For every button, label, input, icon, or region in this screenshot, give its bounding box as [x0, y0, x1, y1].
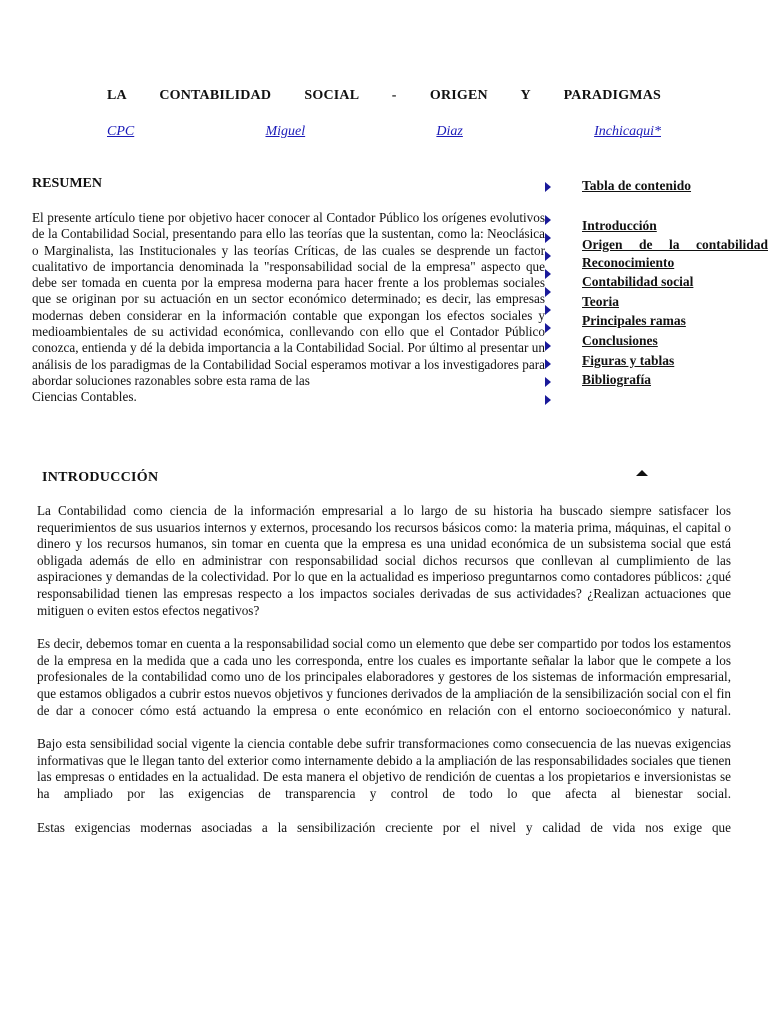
author-line	[107, 124, 661, 140]
triangle-right-icon	[545, 359, 551, 369]
toc-item-teoria[interactable]: Teoria	[582, 293, 619, 309]
resumen-heading: RESUMEN	[32, 176, 103, 191]
resumen-paragraph: El presente artículo tiene por objetivo hacer conocer al Contador Público los orígenes evolutivos de la Contabilidad Social, presentando para ello las teorías que la sustentan, como la: Neoclásica o Marginalista, las Institucionales y las teorías Críticas, de las cuales se desprende un factor cualitativo de importancia denominada la "responsabilidad social de la empresa" aspecto que debe ser tomada en cuenta por la empresa moderna para hacer frente a los problemas sociales que se originan por su actuación en un sector económico determinado; es decir, las empresas modernas deben considerar en la información contable que expongan los efectos sociales y medioambientales de su actividad económica, conllevando con ello que el Contador Público conozca, entienda y dé la debida importancia a la Contabilidad Social. Por último al presentar un análisis de los paradigmas de la Contabilidad Social esperamos motivar a los investigadores para abordar soluciones razonables sobre esta rama de las	[32, 210, 545, 388]
toc-item-contabilidad-social[interactable]: Contabilidad social	[582, 274, 694, 290]
introduccion-body	[37, 503, 731, 853]
triangle-right-icon	[545, 269, 551, 279]
resumen-text	[32, 210, 545, 406]
introduccion-paragraph: Es decir, debemos tomar en cuenta a la responsabilidad social como un elemento que debe ser compartido por todos los estamentos de la empresa en la medida que a cada uno les corresponda, entre los cuales es importante señalar la labor que le compete a los profesionales de la contabilidad como uno de los principales elaboradores y gestores de los sistemas de información empresarial, que estamos obligados a cubrir estos nuevos objetivos y funciones derivados de la ampliación de la sensibilización social con el fin de dar a conocer cómo está actuando la empresa o ente económico en relación con el entorno socioeconómico y natural.	[37, 636, 731, 718]
toc-title-link[interactable]: Tabla de contenido	[582, 178, 692, 193]
toc-item-principales-ramas[interactable]: Principales ramas	[582, 313, 686, 329]
author-last-name[interactable]: Diaz	[436, 124, 463, 139]
introduccion-paragraph: La Contabilidad como ciencia de la información empresarial a lo largo de su historia ha buscado siempre satisfacer los requerimientos de sus usuarios internos y externos, procesando los recursos básicos como: la materia prima, máquinas, el capital o dinero y los recursos humanos, sin tomar en cuenta que la empresa es una unidad económica de un subsistema social que está obligada además de ello en administrar con responsabilidad social dichos recursos que conllevan al cumplimiento de las aspiraciones y demandas de la colectividad. Por lo que en la actualidad es imperioso preguntarnos como contadores públicos: ¿qué responsabilidad tienen las empresas respecto a los impactos sociales derivadas de sus actividades? ¿Realizan actuaciones que mitiguen o eviten estos efectos negativos?	[37, 503, 731, 618]
triangle-right-icon	[545, 251, 551, 261]
triangle-right-icon	[545, 341, 551, 351]
toc-item-reconocimiento[interactable]: Reconocimiento	[582, 254, 675, 270]
introduccion-paragraph: Bajo esta sensibilidad social vigente la ciencia contable debe sufrir transformaciones como consecuencia de las nuevas exigencias informativas que le llegan tanto del exterior como internamente debido a la ampliación de las responsabilidades sociales que tienen las empresas o entidades en la actualidad. De esta manera el objetivo de rendición de cuentas a los propietarios e inversionistas se ha ampliado por las exigencias de transparencia y control de todo lo que afecta al bienestar social.	[37, 736, 731, 801]
triangle-right-icon	[545, 215, 551, 225]
toc-item-introduccion[interactable]: Introducción	[582, 218, 657, 233]
triangle-right-icon	[545, 323, 551, 333]
author-prefix[interactable]: CPC	[107, 124, 135, 139]
introduccion-paragraph: Estas exigencias modernas asociadas a la sensibilización creciente por el nivel y calidad de vida nos exige que	[37, 819, 731, 835]
triangle-right-icon	[545, 233, 551, 243]
resumen-paragraph-tail: Ciencias Contables.	[32, 389, 137, 405]
triangle-right-icon	[545, 287, 551, 297]
author-second-last-name[interactable]: Inchicaqui*	[594, 124, 661, 139]
author-first-name[interactable]: Miguel	[265, 124, 306, 139]
document-title: LA CONTABILIDAD SOCIAL - ORIGEN Y PARADIGMAS	[107, 88, 661, 103]
triangle-up-icon[interactable]	[636, 470, 648, 476]
triangle-right-icon	[545, 305, 551, 315]
triangle-right-icon	[545, 395, 551, 405]
toc-item-conclusiones[interactable]: Conclusiones	[582, 332, 658, 348]
table-of-contents	[582, 176, 768, 390]
triangle-right-icon	[545, 182, 551, 192]
toc-item-bibliografia[interactable]: Bibliografía	[582, 372, 652, 388]
triangle-right-icon	[545, 377, 551, 387]
introduccion-heading: INTRODUCCIÓN	[42, 470, 159, 485]
toc-item-figuras-tablas[interactable]: Figuras y tablas	[582, 352, 675, 368]
toc-item-origen[interactable]: Origen de la contabilidad	[582, 236, 768, 252]
